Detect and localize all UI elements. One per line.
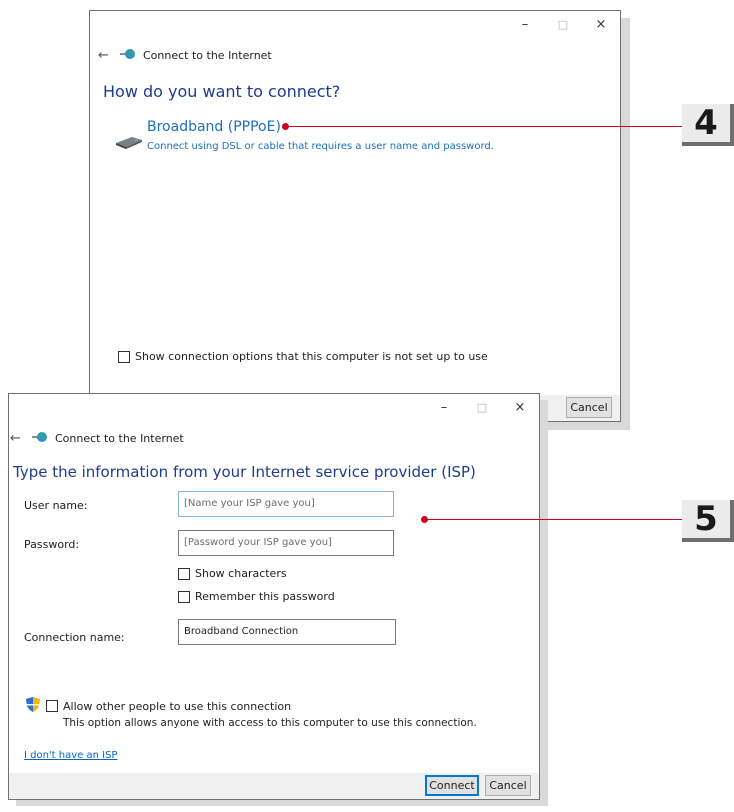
password-input[interactable]: [Password your ISP gave you]: [178, 530, 394, 556]
uac-shield-icon: [26, 697, 40, 715]
remember-password-label: Remember this password: [195, 590, 335, 603]
cancel-button[interactable]: Cancel: [566, 397, 612, 418]
page-title: How do you want to connect?: [103, 82, 341, 101]
broadband-option-description: Connect using DSL or cable that requires a user name and password.: [147, 141, 494, 152]
show-options-checkbox-row[interactable]: [118, 350, 488, 363]
show-characters-checkbox[interactable]: [178, 568, 190, 580]
back-arrow-icon[interactable]: ←: [98, 48, 109, 63]
breadcrumb-title: Connect to the Internet: [55, 432, 184, 445]
window-controls: [506, 11, 620, 37]
connection-name-input[interactable]: Broadband Connection: [178, 619, 396, 645]
minimize-button[interactable]: –: [521, 16, 529, 32]
connect-button[interactable]: Connect: [425, 775, 479, 796]
show-characters-label: Show characters: [195, 567, 287, 580]
cancel-button[interactable]: Cancel: [485, 775, 531, 796]
username-label: User name:: [24, 499, 88, 512]
back-arrow-icon[interactable]: ←: [10, 431, 21, 446]
connect-window-1: [89, 10, 621, 422]
allow-others-checkbox[interactable]: [46, 700, 58, 712]
username-input[interactable]: [Name your ISP gave you]: [178, 491, 394, 517]
close-button[interactable]: ×: [514, 399, 526, 415]
modem-icon: [114, 134, 144, 153]
remember-password-row[interactable]: [178, 590, 335, 603]
page-title: Type the information from your Internet service provider (ISP): [13, 463, 476, 481]
allow-others-description: This option allows anyone with access to this computer to use this connection.: [63, 717, 477, 729]
minimize-button[interactable]: –: [440, 399, 448, 415]
show-options-label: Show connection options that this computer is not set up to use: [135, 350, 488, 363]
broadband-option-title[interactable]: Broadband (PPPoE): [147, 119, 281, 135]
connection-name-label: Connection name:: [24, 631, 125, 644]
connect-window-2: [8, 393, 540, 800]
allow-others-label: Allow other people to use this connection: [63, 699, 292, 713]
callout-4-line: [286, 126, 682, 127]
breadcrumb: [98, 47, 272, 64]
maximize-button[interactable]: □: [557, 17, 569, 31]
close-button[interactable]: ×: [595, 16, 607, 32]
window-2-footer: [9, 773, 539, 799]
password-label: Password:: [24, 538, 80, 551]
breadcrumb: [10, 430, 184, 447]
no-isp-link[interactable]: I don't have an ISP: [24, 750, 118, 761]
step-5-badge: 5: [682, 500, 734, 542]
show-characters-row[interactable]: [178, 567, 287, 580]
network-globe-icon: [32, 430, 48, 447]
allow-others-row[interactable]: [26, 697, 291, 715]
step-4-badge: 4: [682, 104, 734, 146]
breadcrumb-title: Connect to the Internet: [143, 49, 272, 62]
window-controls: [425, 394, 539, 420]
network-globe-icon: [120, 47, 136, 64]
maximize-button[interactable]: □: [476, 400, 488, 414]
callout-5-line: [425, 519, 682, 520]
remember-password-checkbox[interactable]: [178, 591, 190, 603]
show-options-checkbox[interactable]: [118, 351, 130, 363]
